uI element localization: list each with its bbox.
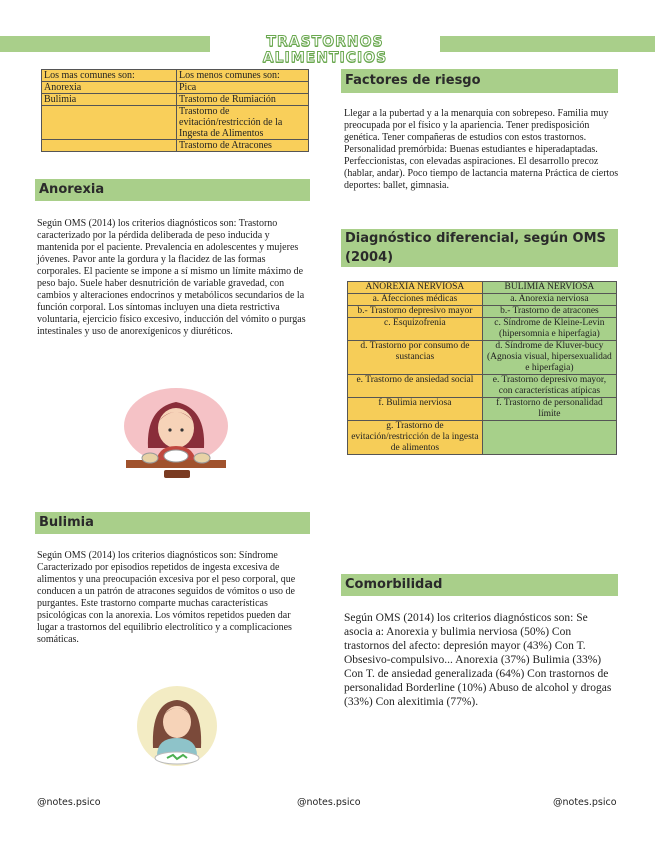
table-cell: d. Trastorno por consumo de sustancias <box>348 341 483 375</box>
table-cell: Los mas comunes son: <box>42 70 177 82</box>
table-row <box>42 82 309 94</box>
table-cell: Trastorno de Rumiación <box>177 94 309 106</box>
risk-heading: Factores de riesgo <box>341 69 618 93</box>
table-cell: b.- Trastorno de atracones <box>482 306 616 318</box>
table-row <box>348 306 617 318</box>
table-cell: Pica <box>177 82 309 94</box>
table-row <box>348 341 617 375</box>
table-row <box>42 106 309 140</box>
table-cell: c. Esquizofrenia <box>348 318 483 341</box>
table-cell: e. Trastorno de ansiedad social <box>348 375 483 398</box>
anorexia-heading: Anorexia <box>35 179 310 201</box>
table-cell: b.- Trastorno depresivo mayor <box>348 306 483 318</box>
common-disorders-table <box>41 69 309 152</box>
table-row <box>348 318 617 341</box>
table-cell <box>42 106 177 140</box>
table-row <box>42 94 309 106</box>
footer-handle-center: @notes.psico <box>297 797 361 808</box>
table-cell: c. Síndrome de Kleine-Levin (hipersomnia e hiperfagia) <box>482 318 616 341</box>
risk-text: Llegar a la pubertad y a la menarquia con sobrepeso. Familia muy preocupada por el físico y la apariencia. Tener predisposición genética. Tener compañeras de estudios con estos trastornos. Personalidad premórbida: Buenas estudiantes e hiperadaptadas. Perfeccionistas, con elevadas aspiraciones. El desarrollo precoz (hablar, andar). Poco tiempo de lactancia materna Práctica de ciertos deportes: ballet, gimnasia. <box>344 108 619 191</box>
differential-heading: Diagnóstico diferencial, según OMS (2004) <box>341 229 618 267</box>
table-cell: f. Trastorno de personalidad límite <box>482 398 616 421</box>
table-row <box>348 375 617 398</box>
table-header-cell: ANOREXIA NERVIOSA <box>348 282 483 294</box>
table-cell: d. Síndrome de Kluver-bucy (Agnosia visual, hipersexualidad e hiperfagia) <box>482 341 616 375</box>
table-cell <box>42 140 177 152</box>
table-cell: a. Anorexia nerviosa <box>482 294 616 306</box>
table-header-cell: BULIMIA NERVIOSA <box>482 282 616 294</box>
banner-bar-right <box>440 36 655 52</box>
table-cell: Los menos comunes son: <box>177 70 309 82</box>
comorbidity-heading: Comorbilidad <box>341 574 618 596</box>
table-row <box>348 398 617 421</box>
table-row <box>348 421 617 455</box>
footer-handle-left: @notes.psico <box>37 797 101 808</box>
table-cell: Bulimia <box>42 94 177 106</box>
anorexia-text: Según OMS (2014) los criterios diagnósticos son: Trastorno caracterizado por la pérdida deliberada de peso inducida y mantenida por el paciente. Prevalencia en adolescentes y mujeres jóvenes. Pavor ante la gordura y la flacidez de las formas corporales. El paciente se impone a sí mismo un límite máximo de peso bajo. Suele haber desnutrición de variable gravedad, con cambios y alteraciones endocrinos y metabólicos secundarios de la función corporal. Los síntomas incluyen una dieta restrictiva voluntaria, ejercicio físico excesivo, inducción del vómito o purgas intestinales y uso de anorexígenicos y diuréticos. <box>37 218 306 337</box>
table-cell: f. Bulimia nerviosa <box>348 398 483 421</box>
comorbidity-text: Según OMS (2014) los criterios diagnósticos son: Se asocia a: Anorexia y bulimia nerviosa (50%) Con trastornos del afecto: depresión mayor (43%) Con T. Obsesivo-compulsivo... Anorexia (37%) Bulimia (33%) Con T. de ansiedad generalizada (64%) Con trastornos de personalidad Borderline (10%) Abuso de alcohol y drogas (33%) Con alexitimia (77%). <box>344 612 612 708</box>
table-cell: a. Afecciones médicas <box>348 294 483 306</box>
banner-bar-left <box>0 36 210 52</box>
page-title: TRASTORNOS ALIMENTICIOS <box>262 34 388 66</box>
table-row <box>348 282 617 294</box>
table-cell: Trastorno de Atracones <box>177 140 309 152</box>
table-cell: Trastorno de evitación/restricción de la Ingesta de Alimentos <box>177 106 309 140</box>
title-banner <box>0 34 655 66</box>
table-cell: g. Trastorno de evitación/restricción de la ingesta de alimentos <box>348 421 483 455</box>
sad-girl-illustration <box>133 684 221 768</box>
table-cell: e. Trastorno depresivo mayor, con características atípicas <box>482 375 616 398</box>
table-row <box>42 140 309 152</box>
table-cell <box>482 421 616 455</box>
differential-table <box>347 281 617 455</box>
footer-handle-right: @notes.psico <box>553 797 617 808</box>
girl-eating-illustration <box>120 388 232 488</box>
bulimia-text: Según OMS (2014) los criterios diagnósticos son: Síndrome Caracterizado por episodios repetidos de ingesta excesiva de alimentos y una preocupación excesiva por el peso corporal, que conducen a un patrón de atracones seguidos de vómitos o uso de purgantes. Este trastorno comparte muchas características psicológicas con la anorexia. Los vómitos repetidos pueden dar lugar a trastornos del equilibrio electrolítico y a complicaciones somáticas. <box>37 550 296 645</box>
table-row <box>42 70 309 82</box>
table-row <box>348 294 617 306</box>
table-cell: Anorexia <box>42 82 177 94</box>
bulimia-heading: Bulimia <box>35 512 310 534</box>
